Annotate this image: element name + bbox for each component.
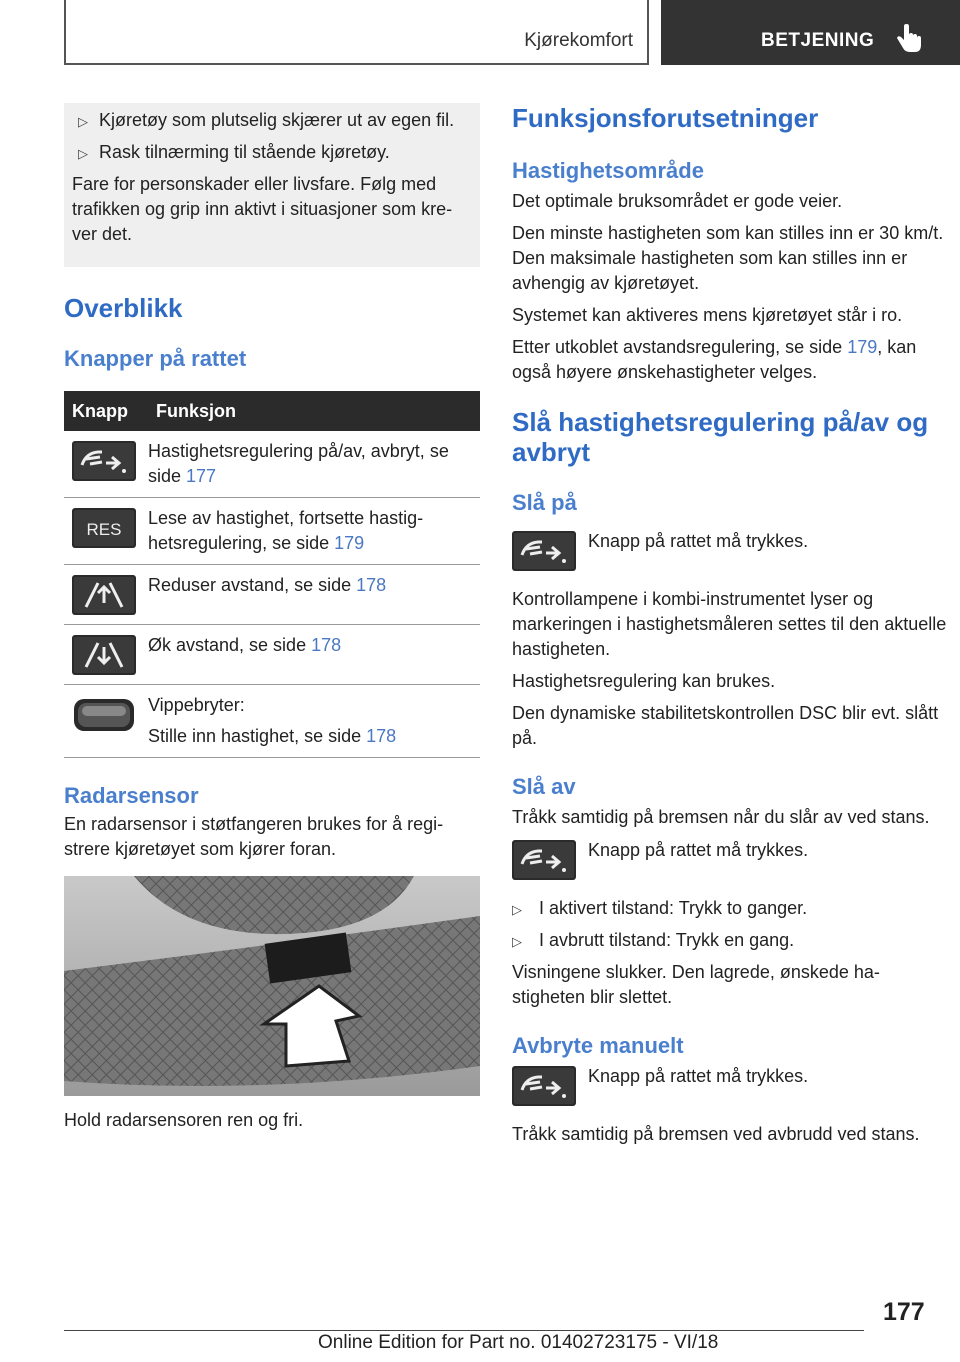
rocker-switch-icon xyxy=(72,695,136,735)
speed-p1: Det optimale bruksområdet er gode veier. xyxy=(512,191,843,211)
footer-divider xyxy=(64,1330,864,1331)
triangle-bullet-icon: ▷ xyxy=(512,902,522,917)
speed-p3: Systemet kan aktiveres mens kjøretøyet står i ro. xyxy=(512,305,903,325)
header-chapter-box xyxy=(661,0,960,65)
off-p2: Visningene slukker. Den lagrede, ønskede ha-stigheten blir slettet. xyxy=(512,962,880,1007)
header-section-box xyxy=(64,0,649,65)
warning-box xyxy=(64,103,480,267)
table-row: Reduser avstand, se side 178 xyxy=(64,565,480,625)
triangle-bullet-icon: ▷ xyxy=(512,934,522,949)
cruise-control-icon xyxy=(512,1066,576,1106)
table-row: Vippebryter: Stille inn hastighet, se side 178 xyxy=(64,685,480,758)
on-heading: Slå på xyxy=(512,490,577,515)
reduce-distance-icon xyxy=(72,575,136,615)
triangle-bullet-icon: ▷ xyxy=(78,114,88,129)
speed-heading: Hastighetsområde xyxy=(512,158,704,183)
left-column xyxy=(64,103,480,1140)
speed-p2: Den minste hastigheten som kan stilles inn er 30 km/t. Den maksimale hastigheten som kan stilles inn er avhengig av kjøretøyet. xyxy=(512,223,944,293)
speed-p4: Etter utkoblet avstandsregulering, se side 179, kan også høyere ønskehastigheter velges. xyxy=(512,337,917,382)
radar-heading: Radarsensor xyxy=(64,783,199,808)
cruise-control-icon xyxy=(72,441,136,481)
list-item: ▷ Kjøretøy som plutselig skjærer ut av egen fil. xyxy=(72,108,470,134)
table-header-row xyxy=(64,391,480,431)
cancel-p1: Tråkk samtidig på bremsen ved avbrudd ved stans. xyxy=(512,1124,920,1144)
triangle-bullet-icon: ▷ xyxy=(78,146,88,161)
on-p2: Hastighetsregulering kan brukes. xyxy=(512,671,776,691)
warning-text: Fare for personskader eller livsfare. Følg med trafikken og grip inn aktivt i situasjoner som kre-ver det. xyxy=(72,174,453,244)
press-instruction: Knapp på rattet må trykkes. xyxy=(512,1064,952,1106)
page-link[interactable]: 179 xyxy=(847,337,878,357)
press-instruction: Knapp på rattet må trykkes. xyxy=(512,838,952,880)
increase-distance-icon xyxy=(72,635,136,675)
page-link[interactable]: 178 xyxy=(356,575,387,595)
svg-text:RES: RES xyxy=(86,520,122,539)
cancel-heading: Avbryte manuelt xyxy=(512,1033,684,1058)
hand-pointer-icon xyxy=(895,24,923,54)
on-p1: Kontrollampene i kombi-instrumentet lyser og markeringen i hastighetsmåleren settes til den aktuelle hastigheten. xyxy=(512,589,947,659)
radar-sensor-photo xyxy=(64,876,480,1096)
press-instruction: Knapp på rattet må trykkes. xyxy=(512,529,952,571)
onoff-heading: Slå hastighetsregulering på/av og avbryt xyxy=(512,407,929,467)
func-heading: Funksjonsforutsetninger xyxy=(512,103,819,133)
footer-edition: Online Edition for Part no. 01402723175 - VI/18 xyxy=(318,1332,719,1353)
cruise-control-icon xyxy=(512,531,576,571)
page-link[interactable]: 178 xyxy=(311,635,342,655)
radar-text: En radarsensor i støtfangeren brukes for å regi-strere kjøretøyet som kjører foran. xyxy=(64,814,444,859)
buttons-table xyxy=(64,391,480,758)
overview-heading: Overblikk xyxy=(64,293,183,323)
table-row: Hastighetsregulering på/av, avbryt, se side 177 xyxy=(64,431,480,498)
off-p1: Tråkk samtidig på bremsen når du slår av ved stans. xyxy=(512,807,930,827)
table-row: Øk avstand, se side 178 xyxy=(64,625,480,685)
list-item: ▷ I aktivert tilstand: Trykk to ganger. xyxy=(512,896,952,922)
buttons-heading: Knapper på rattet xyxy=(64,346,247,371)
page-link[interactable]: 178 xyxy=(366,726,397,746)
res-icon xyxy=(72,508,136,548)
col-header-function: Funksjon xyxy=(148,391,480,431)
col-header-button: Knapp xyxy=(64,391,148,431)
page-link[interactable]: 179 xyxy=(334,533,365,553)
table-row: RES Lese av hastighet, fortsette hastig-hetsregulering, se side 179 xyxy=(64,498,480,565)
on-p3: Den dynamiske stabilitetskontrollen DSC blir evt. slått på. xyxy=(512,703,939,748)
cruise-control-icon xyxy=(512,840,576,880)
header-chapter-title: BETJENING xyxy=(761,30,875,51)
off-heading: Slå av xyxy=(512,774,576,799)
page-link[interactable]: 177 xyxy=(186,466,217,486)
radar-caption: Hold radarsensoren ren og fri. xyxy=(64,1110,304,1130)
header-section-title: Kjørekomfort xyxy=(524,30,633,51)
list-item: ▷ I avbrutt tilstand: Trykk en gang. xyxy=(512,928,952,954)
page-number: 177 xyxy=(883,1298,925,1326)
list-item: ▷ Rask tilnærming til stående kjøretøy. xyxy=(72,140,470,166)
right-column xyxy=(512,103,952,1154)
